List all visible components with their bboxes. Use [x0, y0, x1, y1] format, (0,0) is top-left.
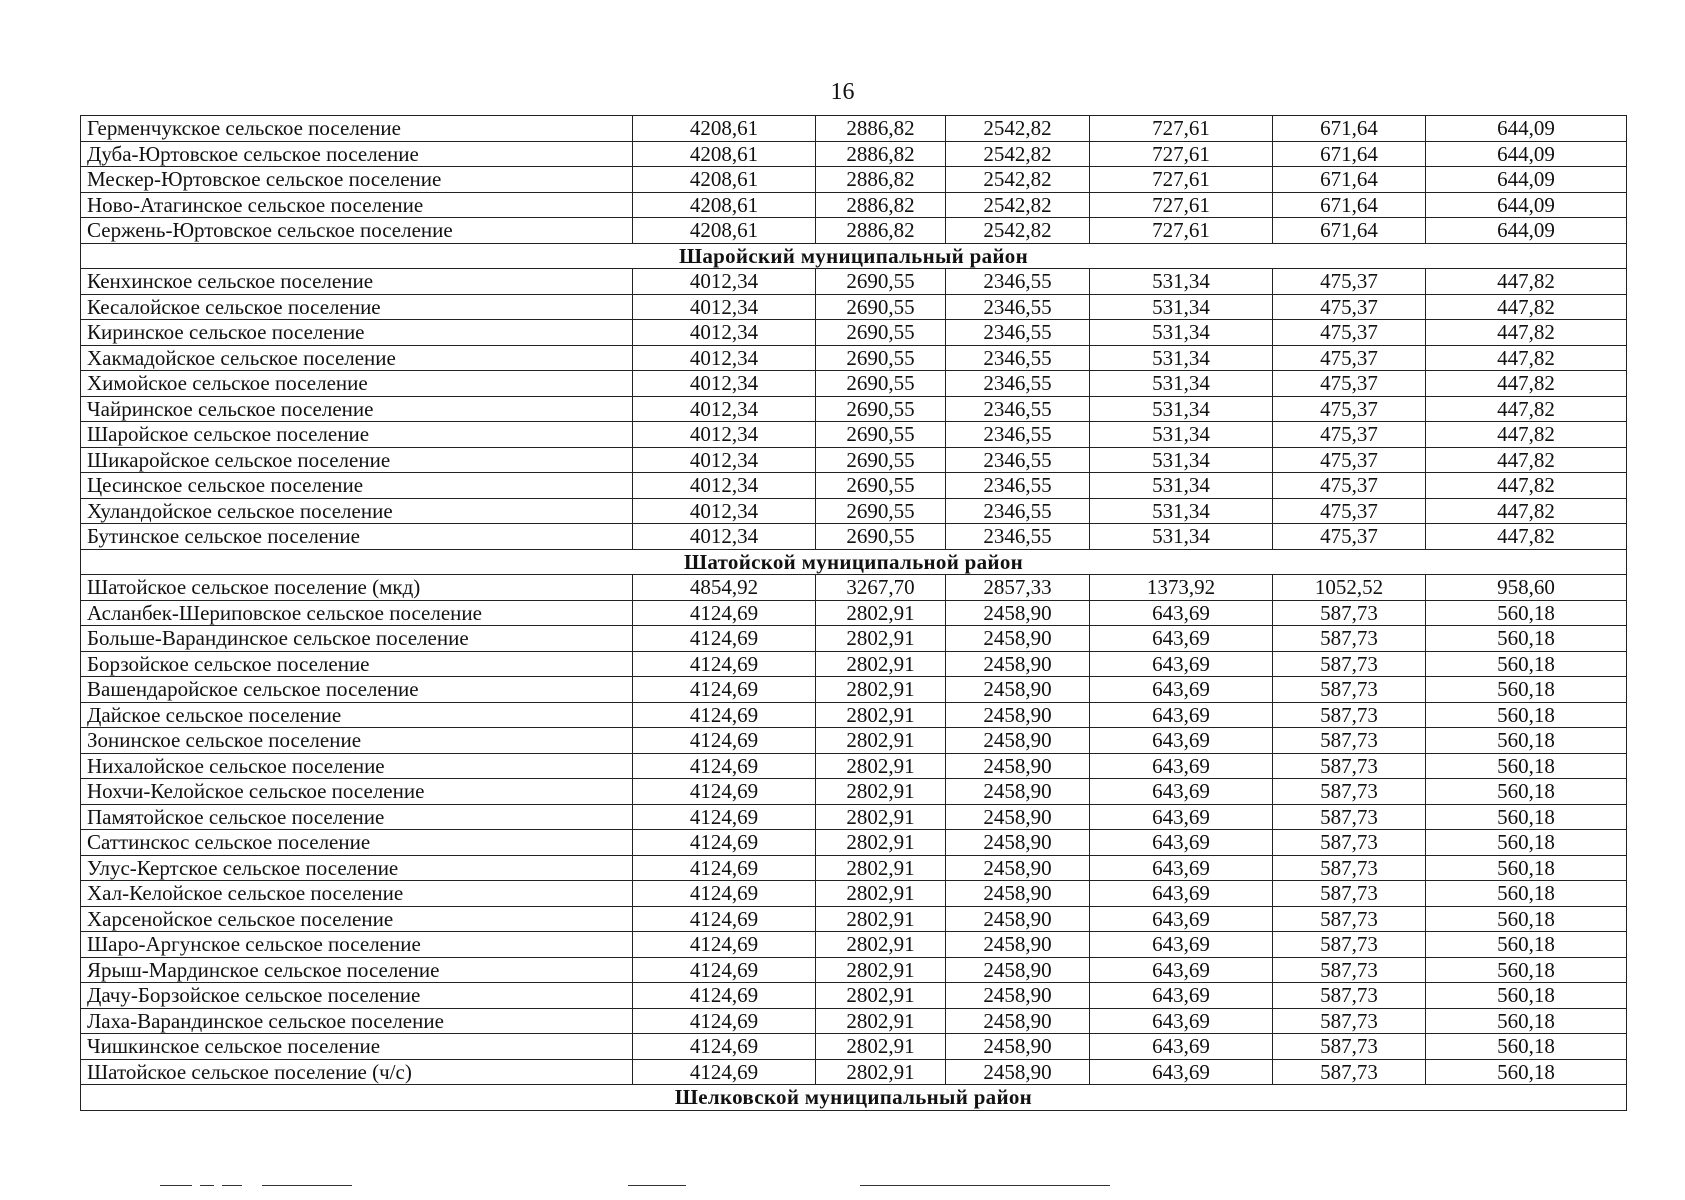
table-row	[81, 1008, 1627, 1034]
value-cell: 587,73	[1273, 651, 1426, 677]
value-cell: 531,34	[1090, 473, 1273, 499]
value-cell: 587,73	[1273, 830, 1426, 856]
table-row	[81, 651, 1627, 677]
value-cell: 2802,91	[816, 651, 946, 677]
value-cell: 447,82	[1426, 371, 1627, 397]
value-cell: 447,82	[1426, 422, 1627, 448]
value-cell: 4124,69	[633, 728, 816, 754]
table-row	[81, 575, 1627, 601]
value-cell: 475,37	[1273, 371, 1426, 397]
table-row	[81, 447, 1627, 473]
value-cell: 2886,82	[816, 192, 946, 218]
value-cell: 4124,69	[633, 1008, 816, 1034]
value-cell: 4124,69	[633, 830, 816, 856]
value-cell: 4208,61	[633, 116, 816, 142]
value-cell: 560,18	[1426, 702, 1627, 728]
value-cell: 531,34	[1090, 371, 1273, 397]
settlement-name-cell: Шатойское сельское поселение (мкд)	[81, 575, 633, 601]
table-row	[81, 957, 1627, 983]
settlement-name-cell: Кесалойское сельское поселение	[81, 294, 633, 320]
value-cell: 2458,90	[946, 779, 1090, 805]
settlement-name-cell: Харсенойское сельское поселение	[81, 906, 633, 932]
settlement-name-cell: Нихалойское сельское поселение	[81, 753, 633, 779]
value-cell: 2458,90	[946, 677, 1090, 703]
value-cell: 2458,90	[946, 1034, 1090, 1060]
value-cell: 2458,90	[946, 1008, 1090, 1034]
value-cell: 643,69	[1090, 830, 1273, 856]
value-cell: 4124,69	[633, 651, 816, 677]
table-body	[81, 116, 1627, 1111]
value-cell: 531,34	[1090, 498, 1273, 524]
value-cell: 727,61	[1090, 167, 1273, 193]
value-cell: 587,73	[1273, 1008, 1426, 1034]
value-cell: 475,37	[1273, 294, 1426, 320]
value-cell: 643,69	[1090, 651, 1273, 677]
value-cell: 4124,69	[633, 932, 816, 958]
value-cell: 2857,33	[946, 575, 1090, 601]
value-cell: 475,37	[1273, 320, 1426, 346]
settlement-name-cell: Дачу-Борзойское сельское поселение	[81, 983, 633, 1009]
value-cell: 560,18	[1426, 932, 1627, 958]
table-row	[81, 677, 1627, 703]
value-cell: 4124,69	[633, 983, 816, 1009]
value-cell: 4124,69	[633, 957, 816, 983]
value-cell: 643,69	[1090, 753, 1273, 779]
value-cell: 2802,91	[816, 957, 946, 983]
table-row	[81, 320, 1627, 346]
value-cell: 560,18	[1426, 1034, 1627, 1060]
value-cell: 560,18	[1426, 677, 1627, 703]
value-cell: 4124,69	[633, 626, 816, 652]
value-cell: 2346,55	[946, 345, 1090, 371]
settlement-name-cell: Мескер-Юртовское сельское поселение	[81, 167, 633, 193]
settlement-name-cell: Ново-Атагинское сельское поселение	[81, 192, 633, 218]
table-row	[81, 881, 1627, 907]
section-title: Шелковской муниципальный район	[81, 1085, 1627, 1111]
settlement-name-cell: Кенхинское сельское поселение	[81, 269, 633, 295]
value-cell: 2802,91	[816, 906, 946, 932]
table-row	[81, 473, 1627, 499]
table-row	[81, 116, 1627, 142]
value-cell: 2886,82	[816, 116, 946, 142]
table-row	[81, 855, 1627, 881]
table-row	[81, 218, 1627, 244]
value-cell: 727,61	[1090, 116, 1273, 142]
value-cell: 4124,69	[633, 881, 816, 907]
value-cell: 2458,90	[946, 804, 1090, 830]
value-cell: 560,18	[1426, 1059, 1627, 1085]
settlement-name-cell: Герменчукское сельское поселение	[81, 116, 633, 142]
value-cell: 2458,90	[946, 932, 1090, 958]
value-cell: 587,73	[1273, 626, 1426, 652]
value-cell: 643,69	[1090, 1034, 1273, 1060]
value-cell: 643,69	[1090, 983, 1273, 1009]
value-cell: 2458,90	[946, 1059, 1090, 1085]
value-cell: 587,73	[1273, 728, 1426, 754]
value-cell: 587,73	[1273, 1034, 1426, 1060]
value-cell: 560,18	[1426, 804, 1627, 830]
value-cell: 2802,91	[816, 1008, 946, 1034]
value-cell: 2346,55	[946, 473, 1090, 499]
value-cell: 560,18	[1426, 906, 1627, 932]
value-cell: 643,69	[1090, 1059, 1273, 1085]
settlement-name-cell: Хуландойское сельское поселение	[81, 498, 633, 524]
value-cell: 560,18	[1426, 779, 1627, 805]
value-cell: 2346,55	[946, 320, 1090, 346]
value-cell: 671,64	[1273, 141, 1426, 167]
value-cell: 2802,91	[816, 1034, 946, 1060]
value-cell: 2458,90	[946, 881, 1090, 907]
value-cell: 4208,61	[633, 218, 816, 244]
footer-scan-marks	[0, 1185, 1685, 1197]
value-cell: 2690,55	[816, 269, 946, 295]
value-cell: 475,37	[1273, 269, 1426, 295]
settlement-name-cell: Саттинскос сельское поселение	[81, 830, 633, 856]
value-cell: 2802,91	[816, 677, 946, 703]
value-cell: 587,73	[1273, 906, 1426, 932]
value-cell: 643,69	[1090, 779, 1273, 805]
table-row	[81, 779, 1627, 805]
value-cell: 447,82	[1426, 269, 1627, 295]
value-cell: 4012,34	[633, 498, 816, 524]
value-cell: 2458,90	[946, 626, 1090, 652]
value-cell: 2346,55	[946, 524, 1090, 550]
settlement-name-cell: Шаройское сельское поселение	[81, 422, 633, 448]
value-cell: 643,69	[1090, 677, 1273, 703]
value-cell: 447,82	[1426, 447, 1627, 473]
settlement-name-cell: Больше-Варандинское сельское поселение	[81, 626, 633, 652]
value-cell: 447,82	[1426, 473, 1627, 499]
tariff-table	[80, 115, 1627, 1111]
value-cell: 531,34	[1090, 294, 1273, 320]
value-cell: 2802,91	[816, 804, 946, 830]
value-cell: 644,09	[1426, 192, 1627, 218]
settlement-name-cell: Ярыш-Мардинское сельское поселение	[81, 957, 633, 983]
settlement-name-cell: Хал-Келойское сельское поселение	[81, 881, 633, 907]
value-cell: 2346,55	[946, 371, 1090, 397]
value-cell: 4124,69	[633, 600, 816, 626]
settlement-name-cell: Шикаройское сельское поселение	[81, 447, 633, 473]
value-cell: 644,09	[1426, 116, 1627, 142]
value-cell: 560,18	[1426, 728, 1627, 754]
value-cell: 531,34	[1090, 345, 1273, 371]
value-cell: 560,18	[1426, 957, 1627, 983]
value-cell: 2542,82	[946, 192, 1090, 218]
value-cell: 531,34	[1090, 422, 1273, 448]
section-title: Шатойской муниципальной район	[81, 549, 1627, 575]
value-cell: 4012,34	[633, 447, 816, 473]
value-cell: 475,37	[1273, 345, 1426, 371]
value-cell: 4012,34	[633, 396, 816, 422]
table-row	[81, 524, 1627, 550]
settlement-name-cell: Чишкинское сельское поселение	[81, 1034, 633, 1060]
value-cell: 587,73	[1273, 753, 1426, 779]
table-row	[81, 294, 1627, 320]
value-cell: 4208,61	[633, 167, 816, 193]
value-cell: 560,18	[1426, 626, 1627, 652]
settlement-name-cell: Шатойское сельское поселение (ч/с)	[81, 1059, 633, 1085]
value-cell: 2690,55	[816, 320, 946, 346]
value-cell: 447,82	[1426, 498, 1627, 524]
value-cell: 4012,34	[633, 345, 816, 371]
value-cell: 4124,69	[633, 1059, 816, 1085]
table-row	[81, 345, 1627, 371]
value-cell: 671,64	[1273, 116, 1426, 142]
value-cell: 4012,34	[633, 422, 816, 448]
value-cell: 4124,69	[633, 855, 816, 881]
value-cell: 643,69	[1090, 855, 1273, 881]
value-cell: 475,37	[1273, 473, 1426, 499]
value-cell: 2690,55	[816, 524, 946, 550]
value-cell: 2542,82	[946, 167, 1090, 193]
settlement-name-cell: Улус-Кертское сельское поселение	[81, 855, 633, 881]
value-cell: 587,73	[1273, 957, 1426, 983]
value-cell: 2458,90	[946, 906, 1090, 932]
value-cell: 2802,91	[816, 881, 946, 907]
table-row	[81, 422, 1627, 448]
settlement-name-cell: Дайское сельское поселение	[81, 702, 633, 728]
value-cell: 2346,55	[946, 269, 1090, 295]
value-cell: 560,18	[1426, 753, 1627, 779]
value-cell: 2458,90	[946, 753, 1090, 779]
value-cell: 2458,90	[946, 830, 1090, 856]
settlement-name-cell: Вашендаройское сельское поселение	[81, 677, 633, 703]
value-cell: 531,34	[1090, 447, 1273, 473]
value-cell: 643,69	[1090, 932, 1273, 958]
settlement-name-cell: Хакмадойское сельское поселение	[81, 345, 633, 371]
value-cell: 643,69	[1090, 728, 1273, 754]
value-cell: 2458,90	[946, 957, 1090, 983]
value-cell: 2458,90	[946, 728, 1090, 754]
value-cell: 475,37	[1273, 447, 1426, 473]
value-cell: 587,73	[1273, 855, 1426, 881]
section-header-row	[81, 549, 1627, 575]
value-cell: 727,61	[1090, 192, 1273, 218]
settlement-name-cell: Асланбек-Шериповское сельское поселение	[81, 600, 633, 626]
value-cell: 560,18	[1426, 600, 1627, 626]
value-cell: 4124,69	[633, 753, 816, 779]
table-row	[81, 830, 1627, 856]
table-row	[81, 396, 1627, 422]
value-cell: 1052,52	[1273, 575, 1426, 601]
section-title: Шаройский муниципальный район	[81, 243, 1627, 269]
value-cell: 2802,91	[816, 983, 946, 1009]
value-cell: 671,64	[1273, 218, 1426, 244]
value-cell: 3267,70	[816, 575, 946, 601]
value-cell: 587,73	[1273, 983, 1426, 1009]
value-cell: 2346,55	[946, 396, 1090, 422]
settlement-name-cell: Памятойское сельское поселение	[81, 804, 633, 830]
settlement-name-cell: Бутинское сельское поселение	[81, 524, 633, 550]
value-cell: 2346,55	[946, 422, 1090, 448]
settlement-name-cell: Лаха-Варандинское сельское поселение	[81, 1008, 633, 1034]
value-cell: 643,69	[1090, 881, 1273, 907]
value-cell: 560,18	[1426, 651, 1627, 677]
value-cell: 531,34	[1090, 396, 1273, 422]
value-cell: 4012,34	[633, 524, 816, 550]
settlement-name-cell: Цесинское сельское поселение	[81, 473, 633, 499]
value-cell: 2346,55	[946, 447, 1090, 473]
value-cell: 587,73	[1273, 804, 1426, 830]
value-cell: 531,34	[1090, 269, 1273, 295]
value-cell: 958,60	[1426, 575, 1627, 601]
value-cell: 2802,91	[816, 600, 946, 626]
value-cell: 475,37	[1273, 524, 1426, 550]
table-row	[81, 1034, 1627, 1060]
value-cell: 2690,55	[816, 498, 946, 524]
section-header-row	[81, 243, 1627, 269]
value-cell: 2802,91	[816, 779, 946, 805]
value-cell: 4124,69	[633, 702, 816, 728]
value-cell: 2542,82	[946, 218, 1090, 244]
value-cell: 2542,82	[946, 116, 1090, 142]
table-row	[81, 626, 1627, 652]
value-cell: 2886,82	[816, 141, 946, 167]
value-cell: 587,73	[1273, 600, 1426, 626]
table-row	[81, 753, 1627, 779]
value-cell: 644,09	[1426, 141, 1627, 167]
value-cell: 2802,91	[816, 855, 946, 881]
value-cell: 475,37	[1273, 422, 1426, 448]
section-header-row	[81, 1085, 1627, 1111]
table-row	[81, 269, 1627, 295]
value-cell: 2690,55	[816, 371, 946, 397]
value-cell: 4124,69	[633, 677, 816, 703]
value-cell: 531,34	[1090, 524, 1273, 550]
table-row	[81, 371, 1627, 397]
value-cell: 2802,91	[816, 626, 946, 652]
table-row	[81, 167, 1627, 193]
value-cell: 560,18	[1426, 983, 1627, 1009]
value-cell: 587,73	[1273, 932, 1426, 958]
value-cell: 1373,92	[1090, 575, 1273, 601]
value-cell: 727,61	[1090, 141, 1273, 167]
value-cell: 587,73	[1273, 677, 1426, 703]
value-cell: 4012,34	[633, 320, 816, 346]
value-cell: 2802,91	[816, 830, 946, 856]
table-row	[81, 804, 1627, 830]
value-cell: 560,18	[1426, 1008, 1627, 1034]
value-cell: 4012,34	[633, 371, 816, 397]
settlement-name-cell: Чайринское сельское поселение	[81, 396, 633, 422]
settlement-name-cell: Зонинское сельское поселение	[81, 728, 633, 754]
value-cell: 2542,82	[946, 141, 1090, 167]
table-row	[81, 932, 1627, 958]
value-cell: 4854,92	[633, 575, 816, 601]
value-cell: 4124,69	[633, 779, 816, 805]
value-cell: 4012,34	[633, 473, 816, 499]
value-cell: 587,73	[1273, 702, 1426, 728]
value-cell: 644,09	[1426, 167, 1627, 193]
value-cell: 447,82	[1426, 294, 1627, 320]
settlement-name-cell: Сержень-Юртовское сельское поселение	[81, 218, 633, 244]
value-cell: 643,69	[1090, 600, 1273, 626]
table-row	[81, 498, 1627, 524]
value-cell: 643,69	[1090, 804, 1273, 830]
value-cell: 643,69	[1090, 702, 1273, 728]
value-cell: 2802,91	[816, 1059, 946, 1085]
value-cell: 643,69	[1090, 626, 1273, 652]
table-row	[81, 600, 1627, 626]
value-cell: 531,34	[1090, 320, 1273, 346]
table-row	[81, 983, 1627, 1009]
value-cell: 2458,90	[946, 651, 1090, 677]
value-cell: 560,18	[1426, 855, 1627, 881]
value-cell: 2886,82	[816, 167, 946, 193]
value-cell: 671,64	[1273, 167, 1426, 193]
table-row	[81, 728, 1627, 754]
settlement-name-cell: Нохчи-Келойское сельское поселение	[81, 779, 633, 805]
settlement-name-cell: Дуба-Юртовское сельское поселение	[81, 141, 633, 167]
value-cell: 4012,34	[633, 294, 816, 320]
value-cell: 643,69	[1090, 957, 1273, 983]
value-cell: 2690,55	[816, 345, 946, 371]
value-cell: 4012,34	[633, 269, 816, 295]
value-cell: 447,82	[1426, 396, 1627, 422]
table-row	[81, 192, 1627, 218]
value-cell: 4208,61	[633, 192, 816, 218]
value-cell: 4124,69	[633, 804, 816, 830]
value-cell: 2802,91	[816, 932, 946, 958]
value-cell: 587,73	[1273, 881, 1426, 907]
value-cell: 2346,55	[946, 498, 1090, 524]
value-cell: 4208,61	[633, 141, 816, 167]
value-cell: 2886,82	[816, 218, 946, 244]
table-row	[81, 702, 1627, 728]
value-cell: 671,64	[1273, 192, 1426, 218]
value-cell: 4124,69	[633, 1034, 816, 1060]
value-cell: 560,18	[1426, 881, 1627, 907]
settlement-name-cell: Киринское сельское поселение	[81, 320, 633, 346]
value-cell: 2458,90	[946, 600, 1090, 626]
value-cell: 560,18	[1426, 830, 1627, 856]
value-cell: 643,69	[1090, 1008, 1273, 1034]
table-row	[81, 906, 1627, 932]
value-cell: 2690,55	[816, 396, 946, 422]
settlement-name-cell: Химойское сельское поселение	[81, 371, 633, 397]
value-cell: 2690,55	[816, 422, 946, 448]
value-cell: 475,37	[1273, 498, 1426, 524]
value-cell: 4124,69	[633, 906, 816, 932]
settlement-name-cell: Шаро-Аргунское сельское поселение	[81, 932, 633, 958]
table-row	[81, 1059, 1627, 1085]
page-number: 16	[830, 79, 855, 105]
settlement-name-cell: Борзойское сельское поселение	[81, 651, 633, 677]
value-cell: 2690,55	[816, 447, 946, 473]
value-cell: 447,82	[1426, 524, 1627, 550]
value-cell: 2458,90	[946, 702, 1090, 728]
value-cell: 2802,91	[816, 753, 946, 779]
value-cell: 643,69	[1090, 906, 1273, 932]
value-cell: 475,37	[1273, 396, 1426, 422]
value-cell: 587,73	[1273, 1059, 1426, 1085]
value-cell: 447,82	[1426, 320, 1627, 346]
table-row	[81, 141, 1627, 167]
value-cell: 2458,90	[946, 983, 1090, 1009]
value-cell: 2690,55	[816, 473, 946, 499]
value-cell: 587,73	[1273, 779, 1426, 805]
value-cell: 2458,90	[946, 855, 1090, 881]
value-cell: 727,61	[1090, 218, 1273, 244]
value-cell: 2802,91	[816, 728, 946, 754]
value-cell: 644,09	[1426, 218, 1627, 244]
value-cell: 2690,55	[816, 294, 946, 320]
value-cell: 2346,55	[946, 294, 1090, 320]
value-cell: 2802,91	[816, 702, 946, 728]
value-cell: 447,82	[1426, 345, 1627, 371]
